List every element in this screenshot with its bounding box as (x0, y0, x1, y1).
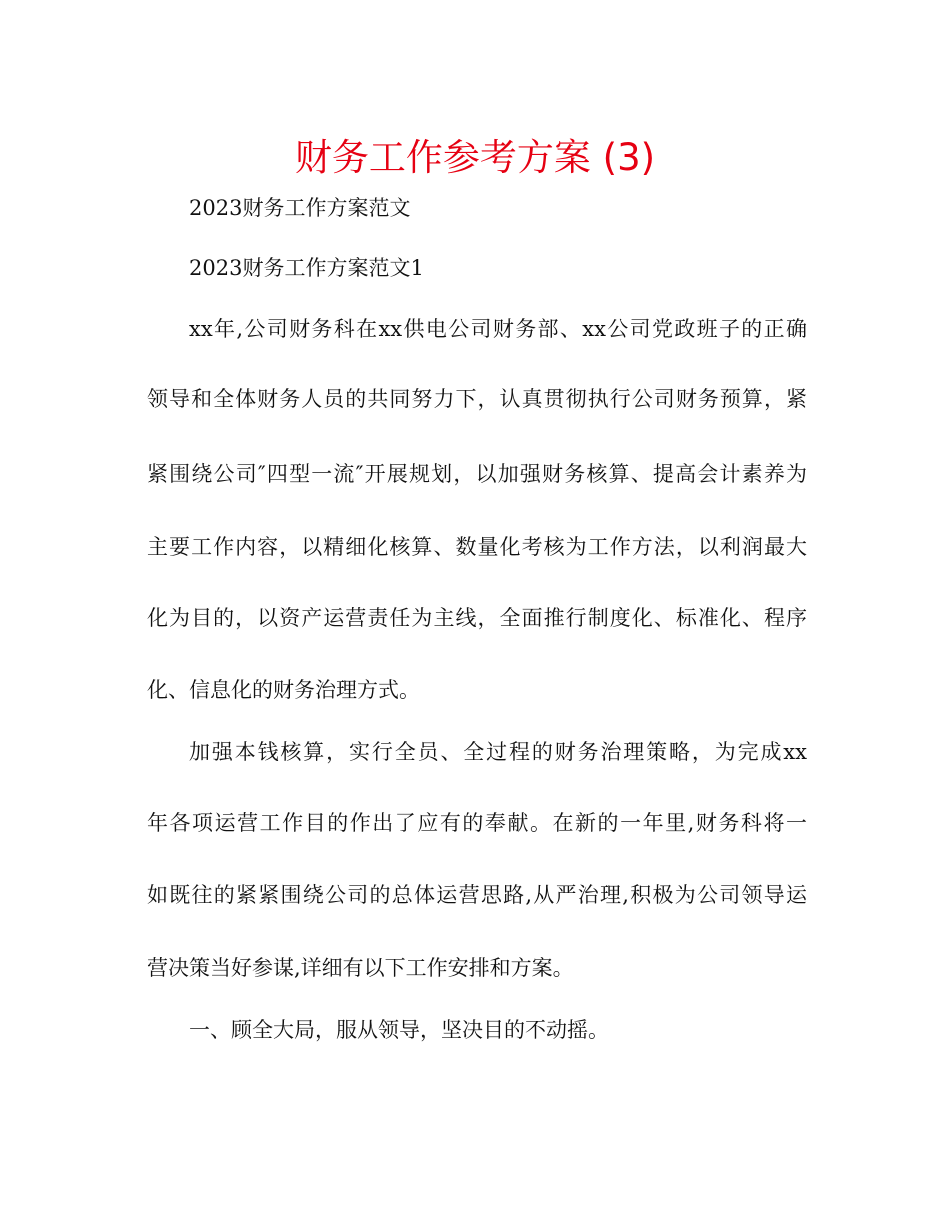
paragraph-line: 主要工作内容，以精细化核算、数量化考核为工作方法，以利润最大 (147, 535, 807, 559)
paragraph-line: xx年,公司财务科在xx供电公司财务部、xx公司党政班子的正确 (189, 317, 807, 341)
subheading-plan-sample-1: 2023财务工作方案范文1 (189, 256, 424, 280)
document-title: 财务工作参考方案 (3) (294, 136, 656, 179)
paragraph-line: 紧围绕公司″四型一流″开展规划，以加强财务核算、提高会计素养为 (147, 462, 807, 486)
subheading-plan-sample: 2023财务工作方案范文 (189, 196, 411, 220)
paragraph-line: 年各项运营工作目的作出了应有的奉献。在新的一年里,财务科将一 (147, 811, 807, 835)
paragraph-line: 化为目的，以资产运营责任为主线，全面推行制度化、标准化、程序 (147, 606, 807, 630)
paragraph-line: 如既往的紧紧围绕公司的总体运营思路,从严治理,积极为公司领导运 (147, 883, 807, 907)
paragraph-line: 营决策当好参谋,详细有以下工作安排和方案。 (147, 956, 574, 980)
paragraph-line: 化、信息化的财务治理方式。 (147, 678, 420, 702)
paragraph-line: 领导和全体财务人员的共同努力下，认真贯彻执行公司财务预算，紧 (147, 387, 807, 411)
paragraph-line: 加强本钱核算，实行全员、全过程的财务治理策略，为完成xx (189, 740, 807, 764)
section-heading-1: 一、顾全大局，服从领导，坚决目的不动摇。 (189, 1018, 609, 1042)
